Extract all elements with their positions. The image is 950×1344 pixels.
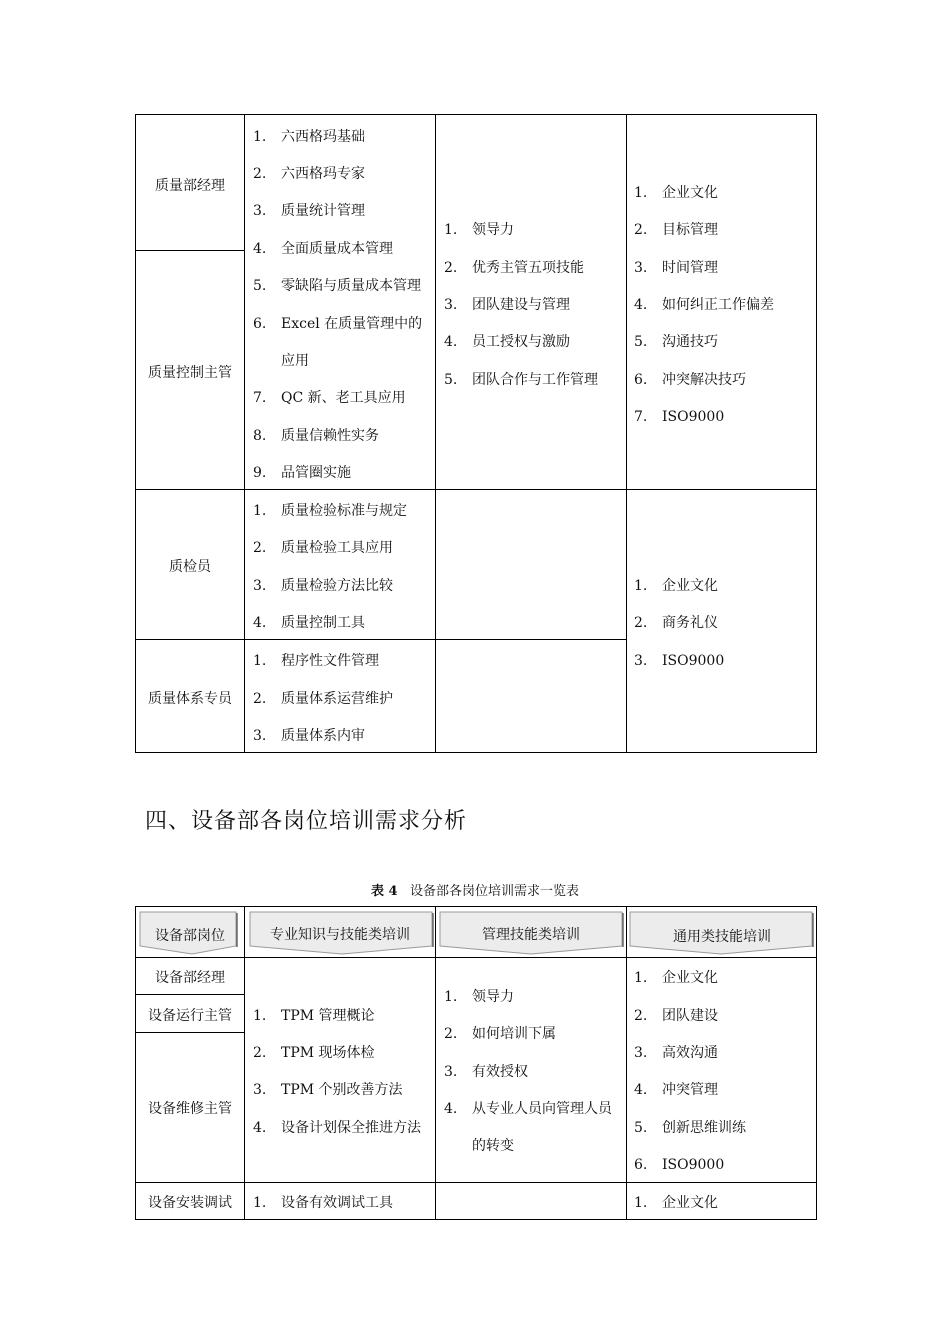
- table-caption: [0, 880, 950, 899]
- header-management-training: 管理技能类培训: [482, 927, 580, 943]
- list-item: 3. ISO9000: [634, 653, 725, 669]
- list-item: 3. TPM 个别改善方法: [253, 1082, 403, 1098]
- list-item: 4. 冲突管理: [634, 1082, 718, 1098]
- position-quality-inspector: 质检员: [169, 559, 211, 575]
- list-item: 1. 企业文化: [634, 1195, 718, 1211]
- list-item: 3. 高效沟通: [634, 1045, 718, 1061]
- table-caption-text: 设备部各岗位培训需求一览表: [409, 884, 579, 899]
- list-item: 4. 设备计划保全推进方法: [253, 1120, 421, 1136]
- list-item: 5. 团队合作与工作管理: [444, 372, 598, 388]
- list-item: 3. 有效授权: [444, 1064, 528, 1080]
- list-item: 1. 质量检验标准与规定: [253, 503, 407, 519]
- list-item: 4. 如何纠正工作偏差: [634, 297, 774, 313]
- list-item: 1. 设备有效调试工具: [253, 1195, 393, 1211]
- list-item: 4. 员工授权与激励: [444, 334, 570, 350]
- list-item: 1. TPM 管理概论: [253, 1008, 375, 1024]
- list-item: 6. ISO9000: [634, 1157, 725, 1173]
- list-item: 8. 质量信赖性实务: [253, 428, 379, 444]
- list-item: 6. Excel 在质量管理中的: [253, 316, 423, 332]
- position-quality-control-supervisor: 质量控制主管: [148, 365, 232, 381]
- position-equipment-operation-supervisor: 设备运行主管: [148, 1008, 232, 1024]
- list-item: 1. 领导力: [444, 222, 514, 238]
- position-equipment-installation: 设备安装调试: [148, 1195, 232, 1211]
- list-item: 4. 全面质量成本管理: [253, 241, 393, 257]
- list-item: 7. ISO9000: [634, 409, 725, 425]
- list-item: 3. 团队建设与管理: [444, 297, 570, 313]
- list-item: 2. 质量检验工具应用: [253, 540, 393, 556]
- list-item: 5. 创新思维训练: [634, 1120, 746, 1136]
- list-item: 的转变: [472, 1138, 514, 1154]
- list-item: 2. 六西格玛专家: [253, 166, 365, 182]
- list-item: 7. QC 新、老工具应用: [253, 390, 406, 406]
- list-item: 3. 时间管理: [634, 260, 718, 276]
- list-item: 1. 企业文化: [634, 185, 718, 201]
- section-title: 四、设备部各岗位培训需求分析: [145, 809, 468, 834]
- list-item: 5. 沟通技巧: [634, 334, 718, 350]
- list-item: 3. 质量统计管理: [253, 203, 365, 219]
- list-item: 5. 零缺陷与质量成本管理: [253, 278, 421, 294]
- list-item: 2. 商务礼仪: [634, 615, 718, 631]
- position-quality-manager: 质量部经理: [155, 178, 225, 194]
- list-item: 1. 程序性文件管理: [253, 653, 379, 669]
- header-position: 设备部岗位: [155, 928, 225, 944]
- list-item: 4. 从专业人员向管理人员: [444, 1101, 612, 1117]
- list-item: 1. 六西格玛基础: [253, 129, 365, 145]
- list-item: 6. 冲突解决技巧: [634, 372, 746, 388]
- header-general-training: 通用类技能培训: [673, 929, 771, 945]
- position-equipment-manager: 设备部经理: [155, 970, 225, 986]
- list-item: 2. 优秀主管五项技能: [444, 260, 584, 276]
- list-item: 1. 企业文化: [634, 970, 718, 986]
- table-number: 表 4: [371, 884, 398, 899]
- list-item: 1. 企业文化: [634, 578, 718, 594]
- position-equipment-maintenance-supervisor: 设备维修主管: [148, 1101, 232, 1117]
- list-item: 1. 领导力: [444, 989, 514, 1005]
- list-item: 2. TPM 现场体检: [253, 1045, 375, 1061]
- list-item: 2. 团队建设: [634, 1008, 718, 1024]
- list-item: 2. 质量体系运营维护: [253, 691, 393, 707]
- list-item: 9. 品管圈实施: [253, 465, 351, 481]
- position-quality-system-specialist: 质量体系专员: [148, 691, 232, 707]
- list-item: 2. 如何培训下属: [444, 1026, 556, 1042]
- list-item: 3. 质量体系内审: [253, 728, 365, 744]
- header-professional-training: 专业知识与技能类培训: [270, 927, 410, 943]
- list-item: 2. 目标管理: [634, 222, 718, 238]
- list-item: 3. 质量检验方法比较: [253, 578, 393, 594]
- list-item: 应用: [281, 353, 309, 369]
- list-item: 4. 质量控制工具: [253, 615, 365, 631]
